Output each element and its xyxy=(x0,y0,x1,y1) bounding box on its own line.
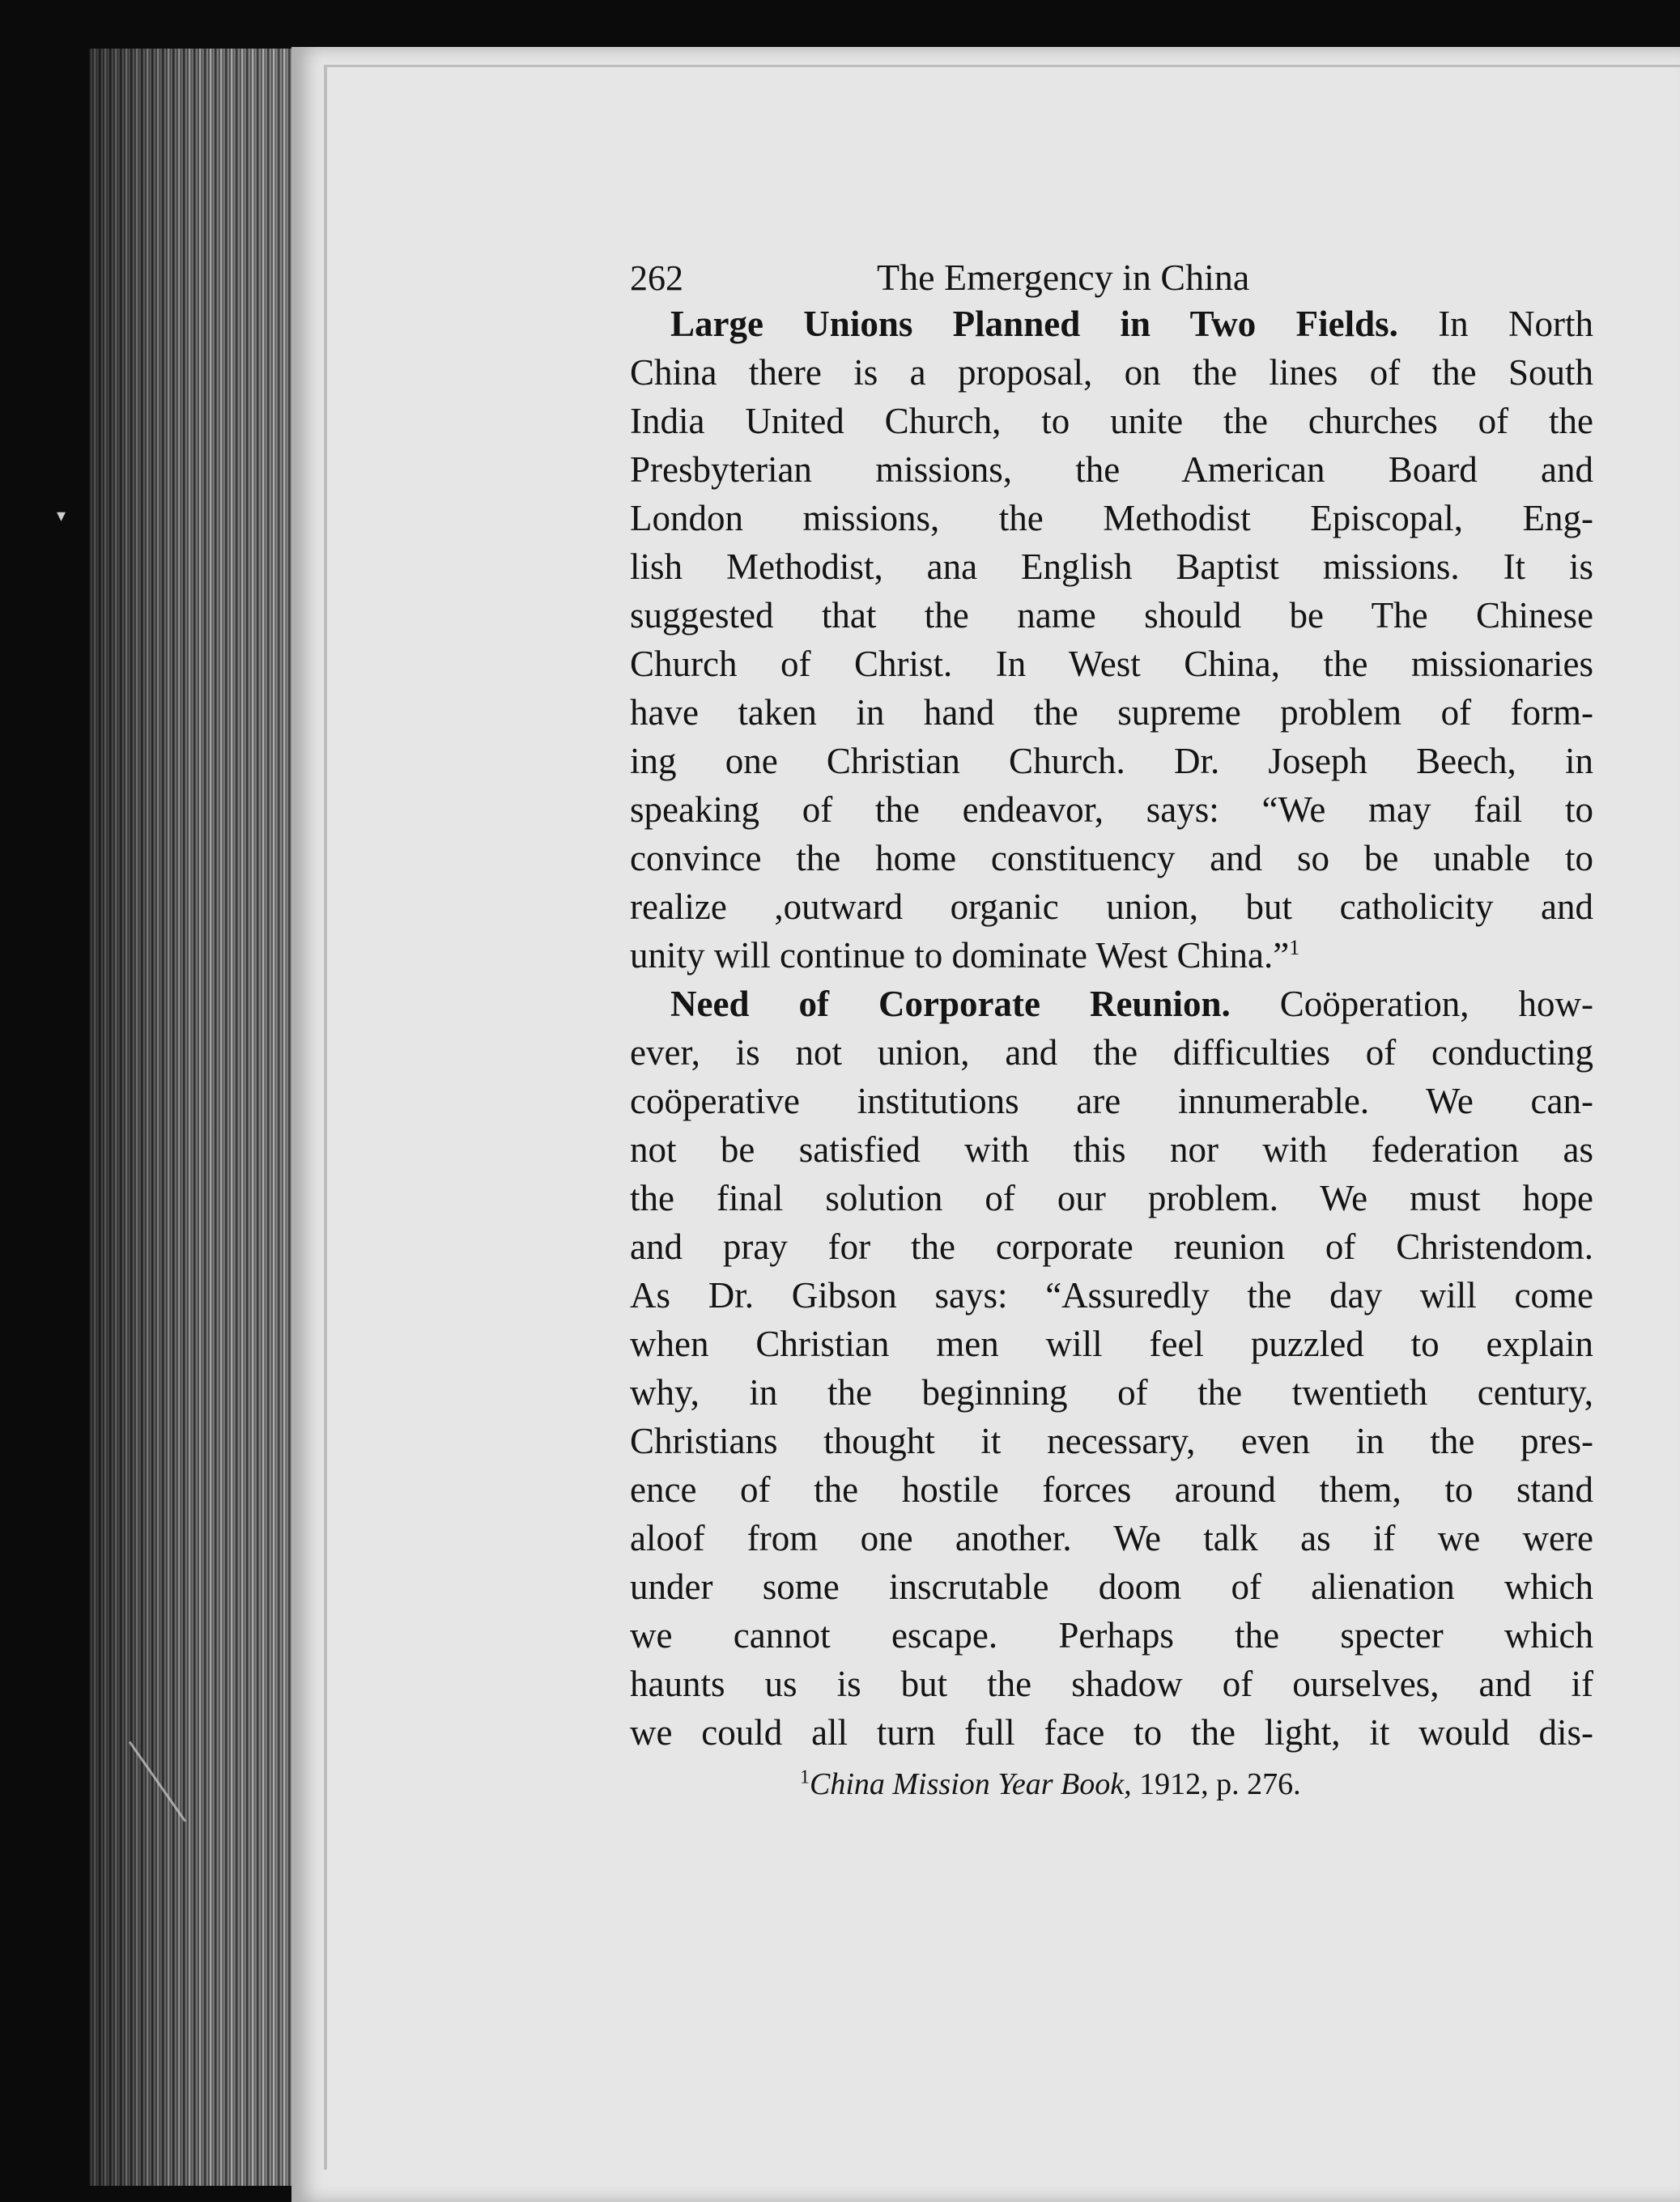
text-line: under some inscrutable doom of alienation which xyxy=(630,1566,1593,1607)
text-line: aloof from one another. We talk as if we were xyxy=(630,1518,1593,1558)
text-line: lish Methodist, ana English Baptist missions. It is xyxy=(630,546,1593,587)
footnote-source: China Mission Year Book, xyxy=(810,1767,1132,1801)
text-line: when Christian men will feel puzzled to explain xyxy=(630,1324,1593,1364)
footnote-reference: 1 xyxy=(1289,936,1300,959)
text-line: why, in the beginning of the twentieth century, xyxy=(630,1372,1593,1413)
paragraph-large-unions xyxy=(630,300,1593,980)
text-line: suggested that the name should be The Chinese xyxy=(630,595,1593,636)
page-text xyxy=(630,243,1593,1805)
text-line: have taken in hand the supreme problem of form- xyxy=(630,692,1593,733)
section-heading: Large Unions Planned in Two Fields. xyxy=(670,304,1398,344)
running-head xyxy=(630,243,1593,300)
text-line: we cannot escape. Perhaps the specter which xyxy=(630,1615,1593,1656)
paragraph-first-line xyxy=(630,980,1593,1028)
footnote xyxy=(630,1763,1593,1805)
margin-mark-icon: ▾ xyxy=(57,506,66,526)
page-inner-edge-line xyxy=(324,65,327,2170)
text-line: China there is a proposal, on the lines of the South xyxy=(630,352,1593,393)
paragraph-text: In North xyxy=(1438,304,1593,344)
text-line: As Dr. Gibson says: “Assuredly the day will come xyxy=(630,1275,1593,1316)
paragraph-first-line xyxy=(630,300,1593,348)
text-line: London missions, the Methodist Episcopal, Eng- xyxy=(630,498,1593,538)
running-head-title: The Emergency in China xyxy=(877,257,1250,298)
text-line: coöperative institutions are innumerable. We can- xyxy=(630,1081,1593,1121)
text-line: haunts us is but the shadow of ourselves, and if xyxy=(630,1664,1593,1704)
text-line-last xyxy=(630,931,1593,980)
text-line: Presbyterian missions, the American Board and xyxy=(630,449,1593,490)
paragraph-corporate-reunion xyxy=(630,980,1593,1757)
text-line: unity will continue to dominate West China.” xyxy=(630,935,1290,976)
text-line: ence of the hostile forces around them, to stand xyxy=(630,1469,1593,1510)
text-line: ever, is not union, and the difficulties of conducting xyxy=(630,1032,1593,1073)
text-line: not be satisfied with this nor with federation as xyxy=(630,1129,1593,1170)
page-number: 262 xyxy=(630,258,683,298)
text-line: ing one Christian Church. Dr. Joseph Beech, in xyxy=(630,741,1593,781)
footnote-marker: 1 xyxy=(800,1766,810,1788)
text-line: Church of Christ. In West China, the missionaries xyxy=(630,644,1593,684)
text-line: the final solution of our problem. We must hope xyxy=(630,1178,1593,1218)
section-heading: Need of Corporate Reunion. xyxy=(670,984,1231,1024)
text-line: Christians thought it necessary, even in the pres- xyxy=(630,1421,1593,1461)
text-line: India United Church, to unite the churches of the xyxy=(630,401,1593,441)
page-top-edge-line xyxy=(324,65,1680,67)
text-line: we could all turn full face to the light, it would dis- xyxy=(630,1712,1593,1753)
text-line: speaking of the endeavor, says: “We may fail to xyxy=(630,789,1593,830)
paragraph-text: Coöperation, how- xyxy=(1279,984,1594,1024)
footnote-citation: 1912, p. 276. xyxy=(1139,1767,1301,1801)
text-line: realize ,outward organic union, but catholicity and xyxy=(630,886,1593,927)
text-line: and pray for the corporate reunion of Christendom. xyxy=(630,1226,1593,1267)
text-line: convince the home constituency and so be unable to xyxy=(630,838,1593,878)
fore-edge-shadow xyxy=(89,49,291,2186)
